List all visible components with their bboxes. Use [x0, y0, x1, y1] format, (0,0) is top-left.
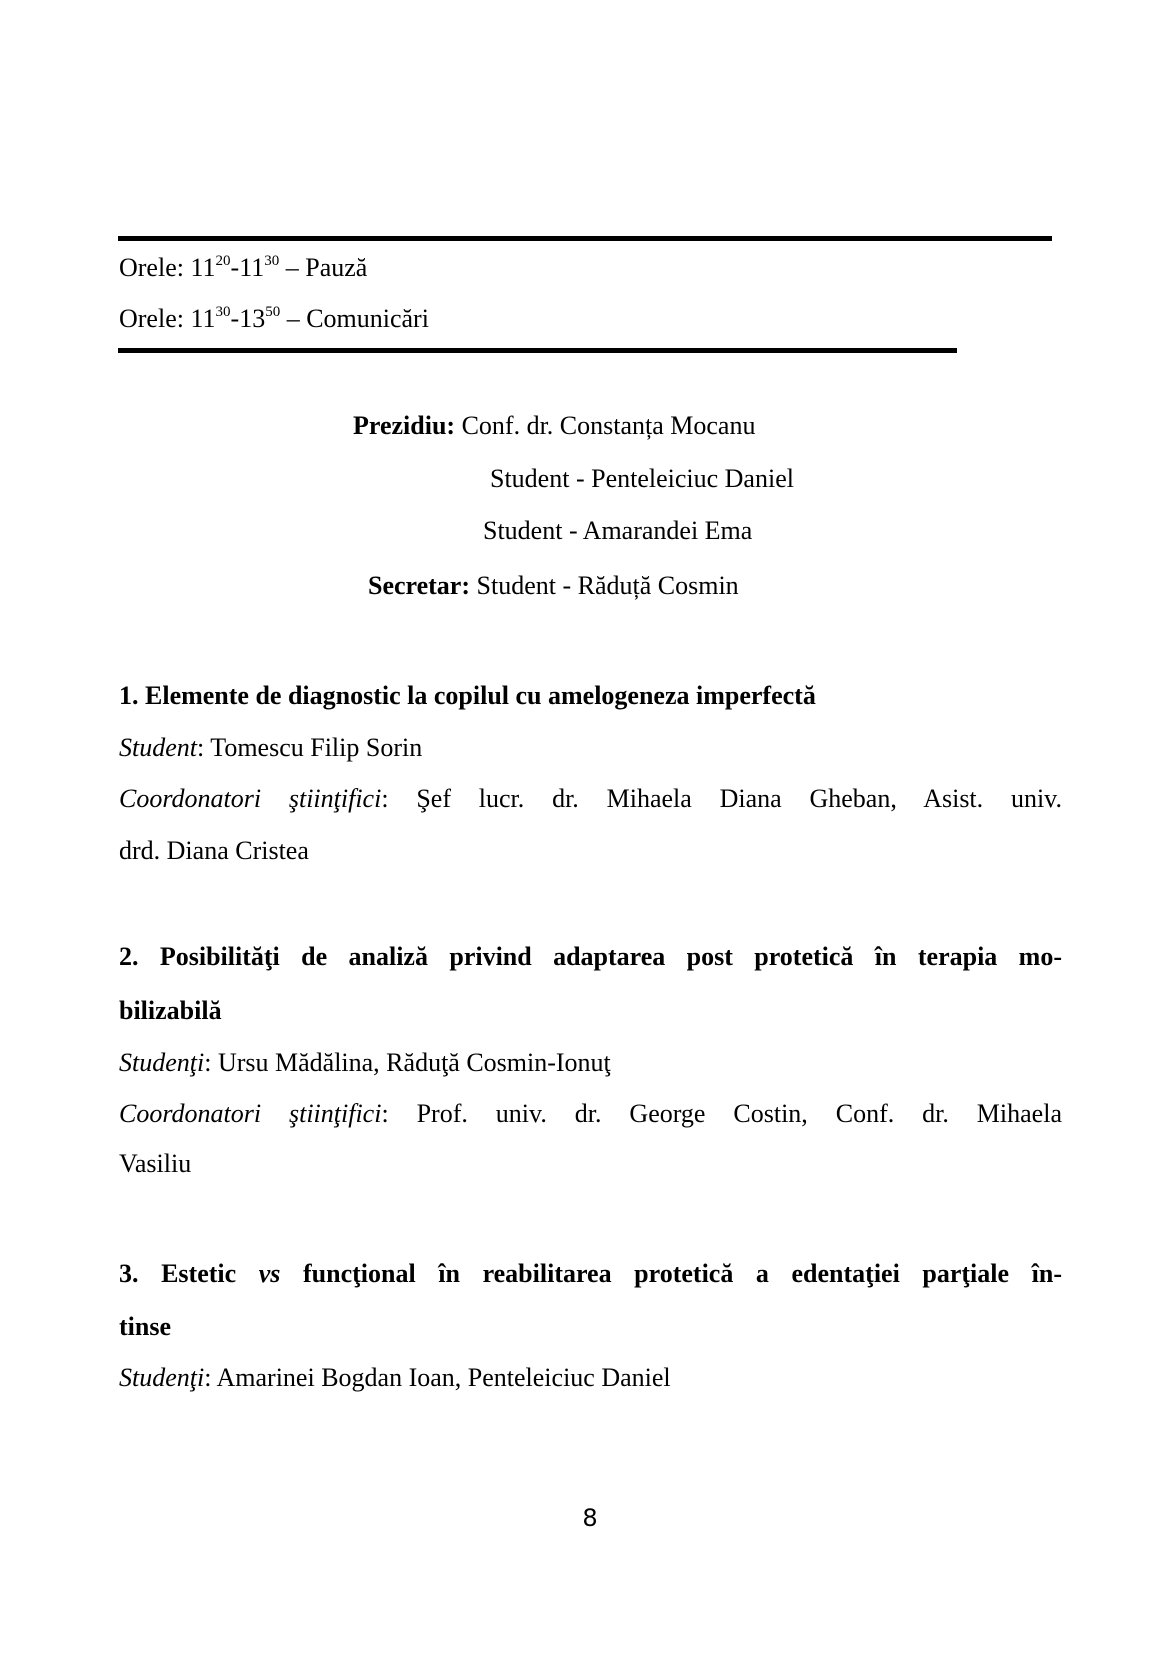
coordinators-names: : Şef lucr. dr. Mihaela Diana Gheban, Asist. univ. — [381, 784, 1062, 813]
title-emphasis: vs — [258, 1259, 281, 1288]
paper-title-cont: bilizabilă — [119, 996, 222, 1025]
secretary-label: Secretar: — [368, 571, 471, 600]
secretary-line — [368, 571, 739, 601]
separator: - — [230, 253, 240, 282]
separator: - — [230, 304, 240, 333]
paper-title-cont: tinse — [119, 1312, 171, 1341]
presidium-label: Prezidiu: — [353, 411, 456, 440]
end-minute: 30 — [264, 253, 280, 269]
section-rule — [118, 348, 957, 353]
students-names: : Tomescu Filip Sorin — [197, 733, 423, 762]
paper-coordinators — [119, 1099, 1062, 1129]
start-minute: 30 — [215, 304, 231, 320]
students-label: Student — [119, 733, 197, 762]
paper-coordinators-cont: drd. Diana Cristea — [119, 836, 309, 865]
end-minute: 50 — [265, 304, 281, 320]
students-names: : Ursu Mădălina, Răduţă Cosmin-Ionuţ — [204, 1048, 611, 1077]
schedule-line-communications — [119, 304, 429, 338]
presidium-member-line — [490, 464, 794, 494]
coordinators-label: Coordonatori ştiinţifici — [119, 1099, 382, 1128]
paper-title: 2. Posibilităţi de analiză privind adaptarea post protetică în terapia mo- — [119, 942, 1062, 971]
start-minute: 20 — [215, 253, 231, 269]
schedule-line-break — [119, 253, 367, 287]
coordinators-label: Coordonatori ştiinţifici — [119, 784, 382, 813]
end-hour: 11 — [239, 253, 265, 282]
dash: – — [279, 253, 306, 282]
activity: Comunicări — [306, 304, 429, 333]
paper-title: 1. Elemente de diagnostic la copilul cu amelogeneza imperfectă — [119, 681, 816, 710]
paper-coordinators-cont: Vasiliu — [119, 1149, 192, 1178]
paper-students — [119, 1048, 611, 1078]
title-part: 3. Estetic — [119, 1259, 259, 1288]
coordinators-names: : Prof. univ. dr. George Costin, Conf. dr. Mihaela — [381, 1099, 1062, 1128]
schedule-label: Orele: — [119, 253, 191, 282]
start-hour: 11 — [190, 253, 216, 282]
presidium-member: Student - Penteleiciuc Daniel — [490, 464, 794, 493]
schedule-label: Orele: — [119, 304, 191, 333]
paper-title — [119, 1259, 1062, 1289]
paper-students — [119, 733, 422, 763]
page-number: 8 — [582, 1504, 598, 1532]
activity: Pauză — [305, 253, 368, 282]
students-label: Studenţi — [119, 1048, 205, 1077]
top-rule — [118, 236, 1052, 241]
paper-students — [119, 1363, 671, 1393]
title-part: funcţional în reabilitarea protetică a edentaţiei parţiale în- — [280, 1259, 1062, 1288]
start-hour: 11 — [190, 304, 216, 333]
presidium-member: Conf. dr. Constanța Mocanu — [461, 411, 756, 440]
presidium-member: Student - Amarandei Ema — [483, 516, 753, 545]
secretary-name: Student - Răduță Cosmin — [476, 571, 739, 600]
dash: – — [280, 304, 307, 333]
students-label: Studenţi — [119, 1363, 205, 1392]
students-names: : Amarinei Bogdan Ioan, Penteleiciuc Daniel — [204, 1363, 671, 1392]
presidium-line — [353, 411, 755, 441]
paper-coordinators — [119, 784, 1062, 814]
presidium-member-line — [483, 516, 752, 546]
end-hour: 13 — [239, 304, 266, 333]
